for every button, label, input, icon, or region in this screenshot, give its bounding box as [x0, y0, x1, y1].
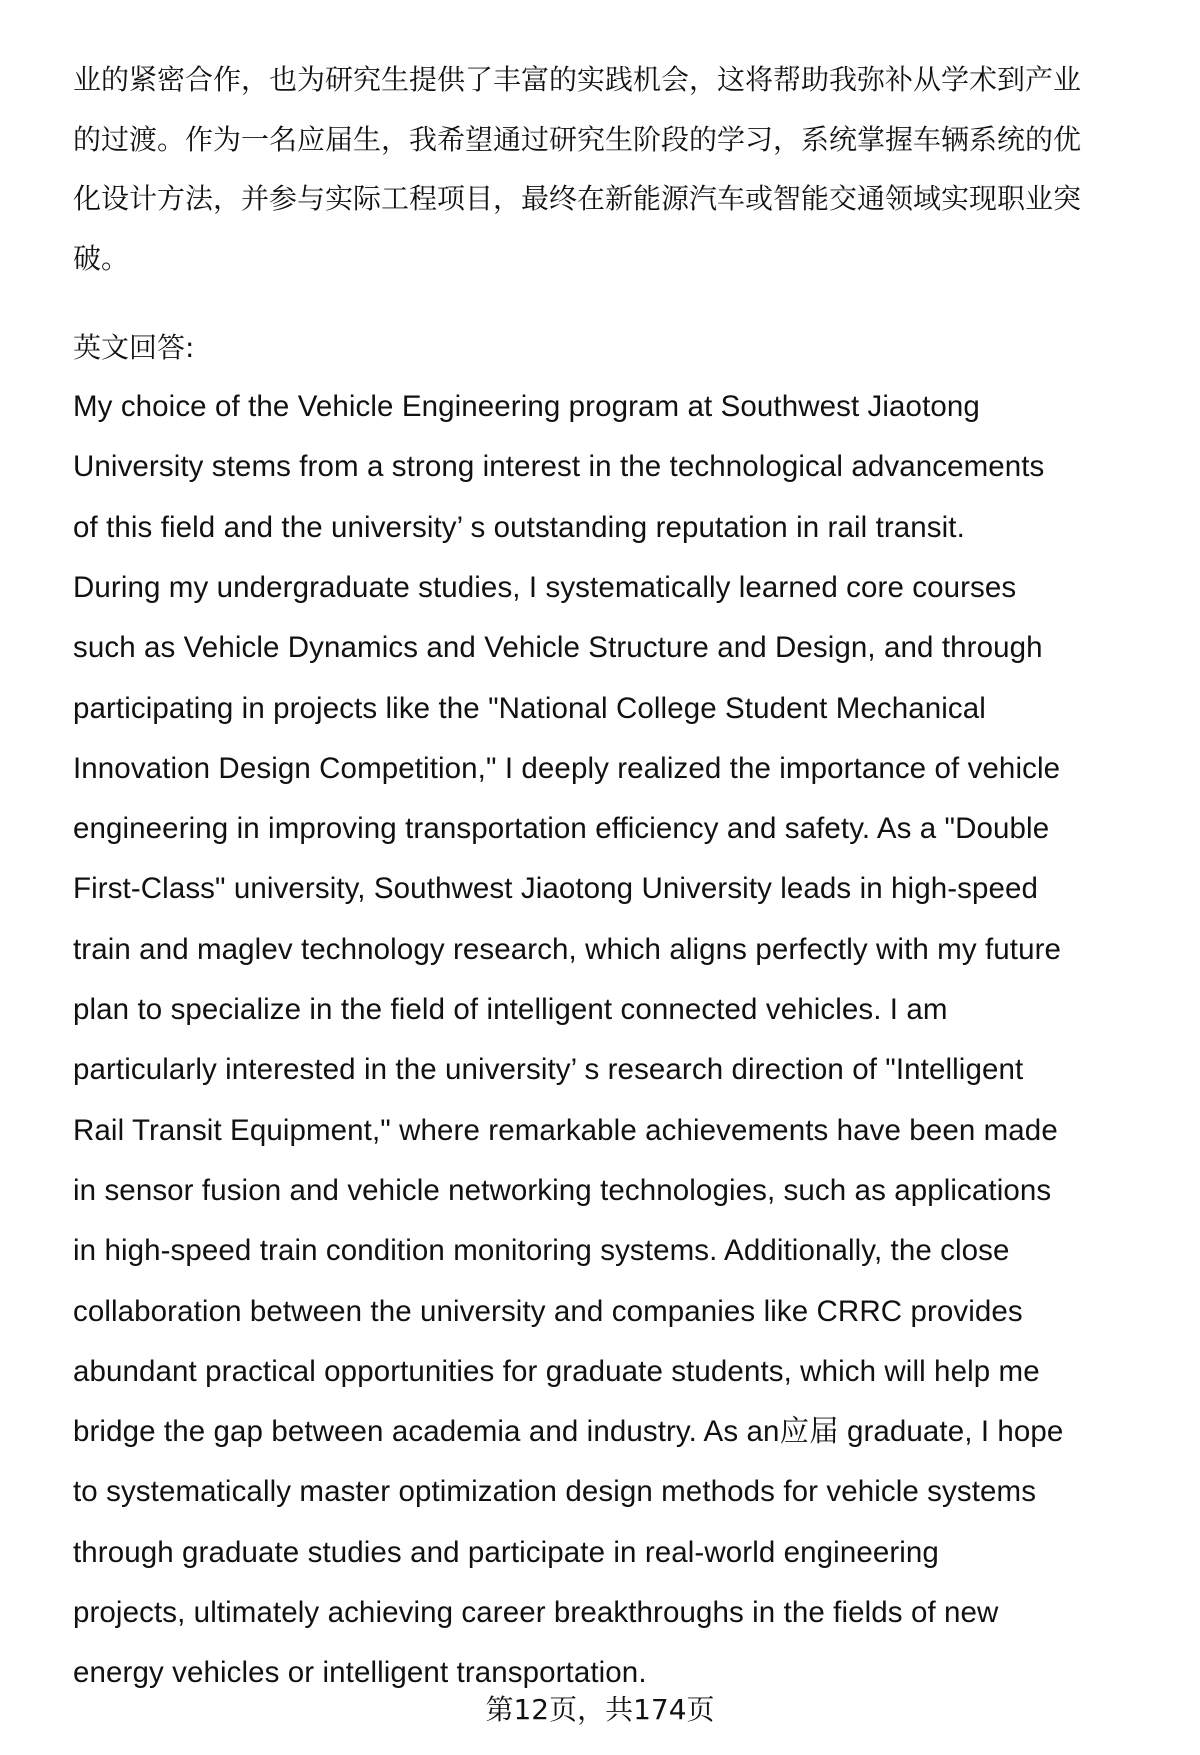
english-answer-line: collaboration between the university and companies like CRRC provides [73, 1294, 1023, 1328]
chinese-answer-line: 破。 [73, 242, 130, 276]
english-answer-line: Innovation Design Competition," I deeply realized the importance of vehicle [73, 751, 1061, 785]
english-answer-line: plan to specialize in the field of intelligent connected vehicles. I am [73, 993, 948, 1026]
english-answer-line: of this field and the university’ s outstanding reputation in rail transit. [73, 510, 965, 544]
english-answer-line: bridge the gap between academia and industry. As an应届 graduate, I hope [73, 1415, 1064, 1449]
english-answer-line: through graduate studies and participate in real-world engineering [73, 1535, 939, 1569]
english-answer-line: such as Vehicle Dynamics and Vehicle Structure and Design, and through [73, 631, 1043, 665]
english-answer-line: University stems from a strong interest in the technological advancements [73, 450, 1045, 484]
english-answer-line: During my undergraduate studies, I systematically learned core courses [73, 570, 1017, 604]
english-answer-line: train and maglev technology research, which aligns perfectly with my future [73, 932, 1062, 966]
chinese-answer-line: 业的紧密合作，也为研究生提供了丰富的实践机会，这将帮助我弥补从学术到产业 [73, 63, 1082, 96]
english-answer-line: engineering in improving transportation efficiency and safety. As a "Double [73, 812, 1050, 846]
english-answer-line: abundant practical opportunities for graduate students, which will help me [73, 1354, 1040, 1388]
english-answer-heading: 英文回答: [73, 331, 195, 364]
english-answer-line: in high-speed train condition monitoring systems. Additionally, the close [73, 1234, 1010, 1268]
english-answer-line: My choice of the Vehicle Engineering program at Southwest Jiaotong [73, 390, 980, 423]
chinese-answer-line: 化设计方法，并参与实际工程项目，最终在新能源汽车或智能交通领域实现职业突 [73, 182, 1082, 216]
english-answer-line: participating in projects like the "National College Student Mechanical [73, 691, 986, 725]
chinese-answer-line: 的过渡。作为一名应届生，我希望通过研究生阶段的学习，系统掌握车辆系统的优 [73, 122, 1082, 156]
english-answer-line: projects, ultimately achieving career breakthroughs in the fields of new [73, 1596, 999, 1629]
english-answer-line: in sensor fusion and vehicle networking technologies, such as applications [73, 1173, 1052, 1207]
page-number: 第12页，共174页 [485, 1693, 715, 1726]
english-answer-line: to systematically master optimization design methods for vehicle systems [73, 1475, 1037, 1509]
english-answer-line: energy vehicles or intelligent transportation. [73, 1656, 647, 1690]
english-answer-line: Rail Transit Equipment," where remarkable achievements have been made [73, 1113, 1058, 1147]
english-answer-line: First-Class" university, Southwest Jiaotong University leads in high-speed [73, 872, 1039, 906]
english-answer-line: particularly interested in the university’ s research direction of "Intelligent [73, 1053, 1024, 1087]
